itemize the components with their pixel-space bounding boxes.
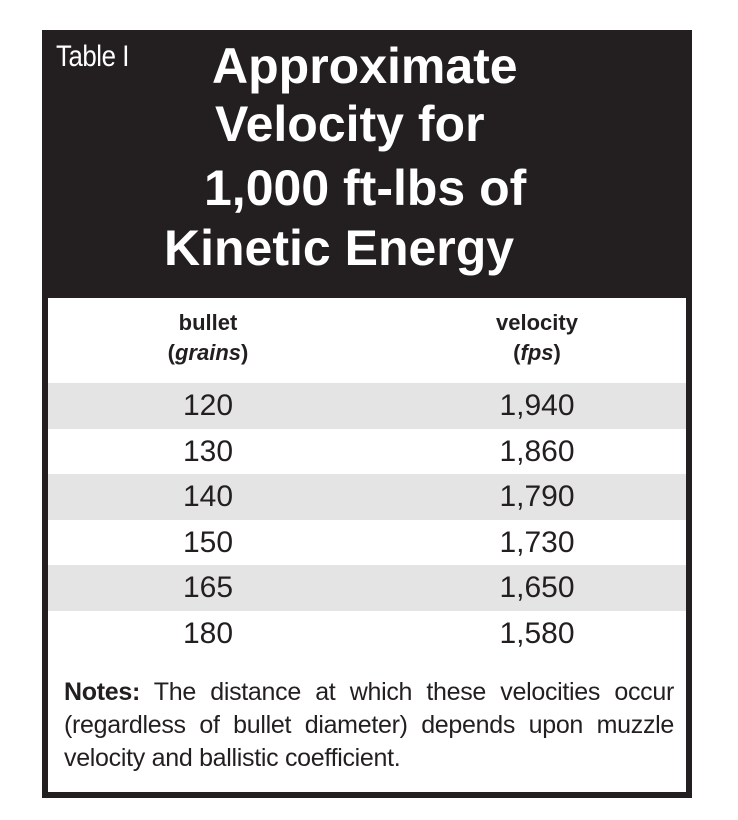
title-line-2: Velocity for — [215, 96, 485, 152]
table-row — [48, 611, 686, 657]
table-row — [48, 474, 686, 520]
bullet-cell: 150 — [182, 525, 234, 559]
velocity-unit: fps — [520, 340, 554, 365]
velocity-cell: 1,580 — [499, 616, 575, 650]
velocity-cell: 1,860 — [499, 434, 575, 468]
bullet-cell: 165 — [182, 571, 234, 604]
table-row — [48, 565, 686, 611]
table-row — [48, 429, 686, 475]
table-frame — [42, 30, 692, 798]
title-line-4: Kinetic Energy — [164, 220, 515, 276]
bullet-cell: 130 — [182, 434, 234, 468]
velocity-cell: 1,730 — [499, 525, 575, 559]
title-line-3: 1,000 ft-lbs of — [204, 160, 527, 216]
table-rows — [48, 383, 686, 656]
bullet-cell: 180 — [182, 616, 234, 650]
table-header — [42, 30, 692, 298]
column-header-bullet-unit: (grains) — [167, 340, 249, 365]
bullet-cell: 120 — [182, 389, 234, 422]
column-header-bullet-label: bullet — [178, 310, 238, 335]
column-header-velocity-unit: (fps) — [513, 340, 561, 365]
column-header-bullet — [158, 308, 258, 368]
velocity-cell: 1,790 — [499, 480, 575, 513]
table-row — [48, 520, 686, 566]
notes-text: The distance at which these velocities occur (regardless of bullet diameter) depends upon muzzle velocity and ballistic coefficient. — [64, 678, 674, 772]
bullet-cell: 140 — [182, 480, 234, 513]
table-row — [48, 383, 686, 429]
table-notes — [64, 676, 674, 775]
title-line-1: Approximate — [212, 38, 518, 94]
table-body — [48, 298, 686, 792]
velocity-cell: 1,940 — [499, 389, 575, 422]
velocity-cell: 1,650 — [499, 571, 575, 604]
column-header-velocity-label: velocity — [496, 310, 578, 335]
column-header-velocity — [482, 308, 592, 368]
bullet-unit: grains — [174, 340, 242, 365]
table-number-label: Table I — [56, 40, 130, 73]
notes-label: Notes: — [64, 678, 140, 706]
